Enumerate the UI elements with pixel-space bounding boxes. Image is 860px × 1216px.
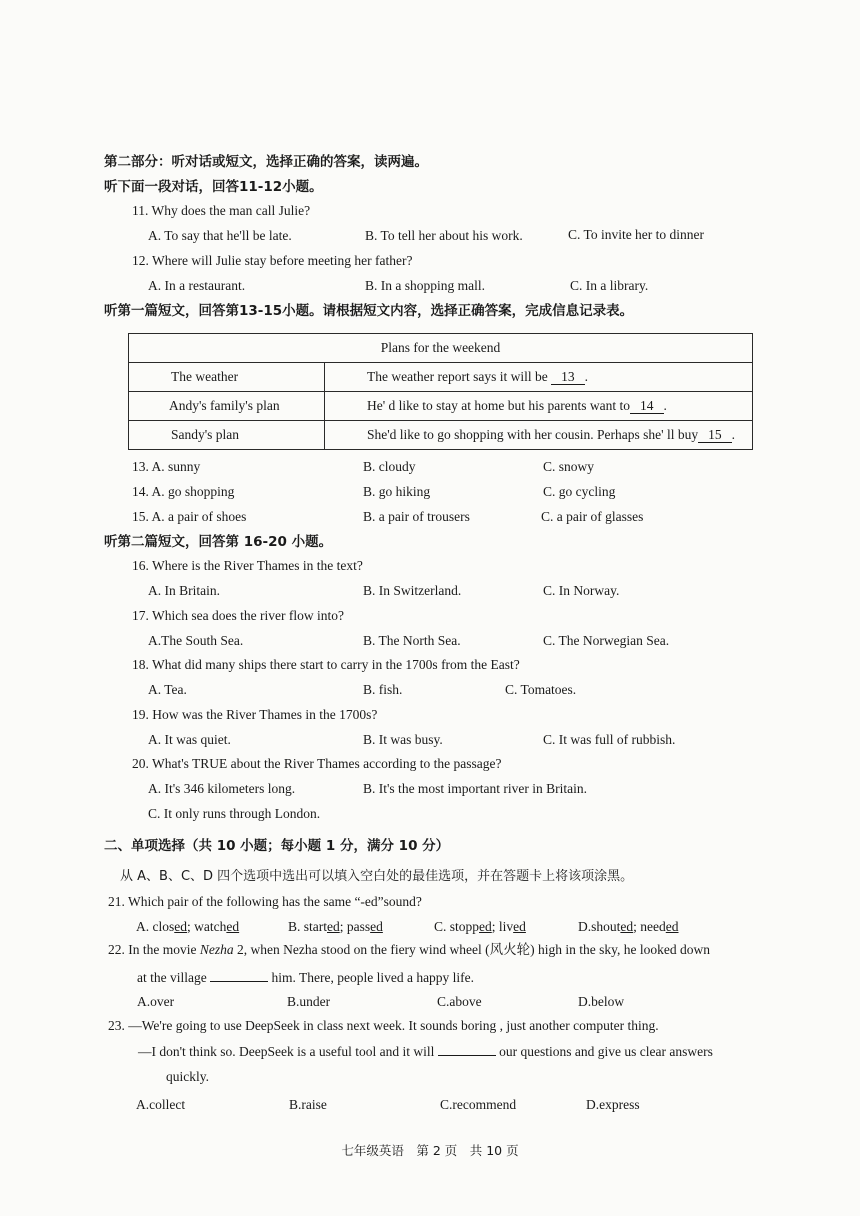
q17-stem: 17. Which sea does the river flow into? — [132, 608, 344, 623]
table-row — [129, 421, 753, 450]
q21-option-a: A. closed; watched — [136, 919, 240, 934]
q20-option-c: C. It only runs through London. — [148, 806, 321, 821]
q20-stem: 20. What's TRUE about the River Thames according to the passage? — [132, 756, 502, 771]
q22-stem-line2: at the village him. There, people lived a happy life. — [137, 970, 475, 985]
q15-option-c: C. a pair of glasses — [541, 509, 644, 524]
q22-stem: 22. In the movie Nezha 2, when Nezha stood on the fiery wind wheel (风火轮) high in the sky, he looked down — [108, 942, 711, 957]
passage2-intro: 听第二篇短文，回答第 16-20 小题。 — [104, 534, 333, 550]
q12-option-c: C. In a library. — [570, 278, 649, 293]
q19-option-a: A. It was quiet. — [148, 732, 231, 747]
q20-option-a: A. It's 346 kilometers long. — [148, 781, 296, 796]
row-label: Andy's family's plan — [129, 392, 325, 421]
q22-option-d: D.below — [578, 994, 625, 1009]
q15-option-b: B. a pair of trousers — [363, 509, 470, 524]
q14-option-b: B. go hiking — [363, 484, 431, 499]
q23-stem-line3: quickly. — [166, 1069, 209, 1084]
q17-option-a: A.The South Sea. — [148, 633, 244, 648]
q19-option-b: B. It was busy. — [363, 732, 443, 747]
q22-option-a: A.over — [137, 994, 175, 1009]
q18-option-b: B. fish. — [363, 682, 403, 697]
q21-stem: 21. Which pair of the following has the same “-ed”sound? — [108, 894, 422, 909]
q14-option-c: C. go cycling — [543, 484, 616, 499]
q13-option-c: C. snowy — [543, 459, 595, 474]
q16-option-a: A. In Britain. — [148, 583, 220, 598]
q15-option-a: 15. A. a pair of shoes — [132, 509, 247, 524]
row-label: The weather — [129, 363, 325, 392]
q23-stem: 23. —We're going to use DeepSeek in class next week. It sounds boring , just another computer thing. — [108, 1018, 659, 1033]
table-row — [129, 363, 753, 392]
row-text: The weather report says it will be 13 . — [325, 363, 753, 392]
answer-blank — [438, 1043, 496, 1056]
passage1-intro: 听第一篇短文，回答第13-15小题。请根据短文内容，选择正确答案，完成信息记录表。 — [104, 303, 634, 319]
q12-option-b: B. In a shopping mall. — [365, 278, 485, 293]
q17-option-c: C. The Norwegian Sea. — [543, 633, 670, 648]
section2-instruction: 从 A、B、C、D 四个选项中选出可以填入空白处的最佳选项，并在答题卡上将该项涂黑。 — [120, 869, 634, 884]
q19-stem: 19. How was the River Thames in the 1700s? — [132, 707, 378, 722]
q23-option-c: C.recommend — [440, 1097, 517, 1112]
blank-14: 14 — [630, 399, 664, 414]
q11-option-b: B. To tell her about his work. — [365, 228, 523, 243]
q23-option-b: B.raise — [289, 1097, 327, 1112]
table-row — [129, 392, 753, 421]
q16-stem: 16. Where is the River Thames in the text? — [132, 558, 363, 573]
q18-option-a: A. Tea. — [148, 682, 187, 697]
q11-option-a: A. To say that he'll be late. — [148, 228, 292, 243]
row-label: Sandy's plan — [129, 421, 325, 450]
page-footer: 七年级英语 第 2 页 共 10 页 — [341, 1143, 519, 1158]
q18-stem: 18. What did many ships there start to carry in the 1700s from the East? — [132, 657, 520, 672]
q21-option-b: B. started; passed — [288, 919, 383, 934]
q18-option-c: C. Tomatoes. — [505, 682, 577, 697]
q13-option-b: B. cloudy — [363, 459, 416, 474]
q21-option-d: D.shouted; needed — [578, 919, 679, 934]
answer-blank — [210, 969, 268, 982]
q11-stem: 11. Why does the man call Julie? — [132, 203, 311, 218]
row-text: She'd like to go shopping with her cousin. Perhaps she' ll buy 15 . — [325, 421, 753, 450]
row-text: He' d like to stay at home but his parents want to 14 . — [325, 392, 753, 421]
q13-option-a: 13. A. sunny — [132, 459, 201, 474]
part2-heading: 第二部分：听对话或短文，选择正确的答案，读两遍。 — [104, 154, 428, 170]
q17-option-b: B. The North Sea. — [363, 633, 461, 648]
q22-option-b: B.under — [287, 994, 331, 1009]
blank-13: 13 — [551, 370, 585, 385]
blank-15: 15 — [698, 428, 732, 443]
q12-stem: 12. Where will Julie stay before meeting her father? — [132, 253, 413, 268]
q23-option-a: A.collect — [136, 1097, 186, 1112]
q23-option-d: D.express — [586, 1097, 640, 1112]
q23-stem-line2: —I don't think so. DeepSeek is a useful tool and it will our questions and give us clear answers — [138, 1044, 713, 1059]
q20-option-b: B. It's the most important river in Britain. — [363, 781, 588, 796]
q14-option-a: 14. A. go shopping — [132, 484, 235, 499]
q11-option-c: C. To invite her to dinner — [568, 227, 705, 242]
q16-option-c: C. In Norway. — [543, 583, 620, 598]
q16-option-b: B. In Switzerland. — [363, 583, 462, 598]
q19-option-c: C. It was full of rubbish. — [543, 732, 676, 747]
section2-heading: 二、单项选择（共 10 小题；每小题 1 分，满分 10 分） — [104, 838, 450, 854]
q21-option-c: C. stopped; lived — [434, 919, 526, 934]
q12-option-a: A. In a restaurant. — [148, 278, 246, 293]
q22-option-c: C.above — [437, 994, 482, 1009]
info-record-table — [128, 333, 753, 450]
table-title: Plans for the weekend — [129, 334, 753, 363]
dialog-intro: 听下面一段对话，回答11-12小题。 — [104, 179, 323, 195]
